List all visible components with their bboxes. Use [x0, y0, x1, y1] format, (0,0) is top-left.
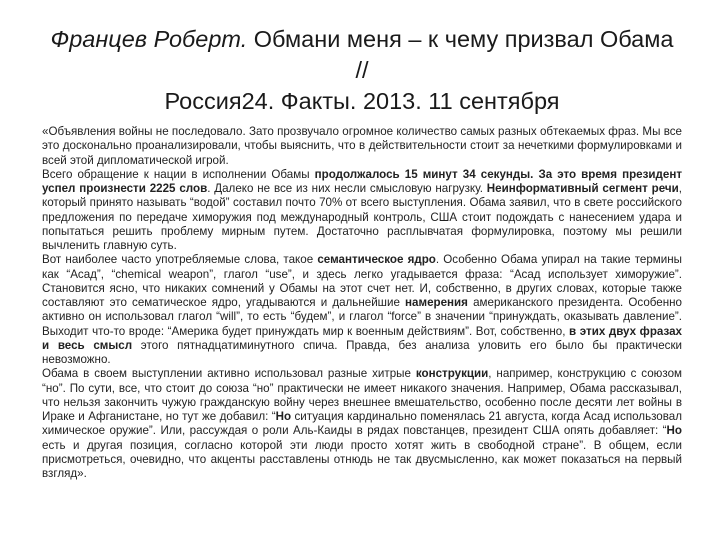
bold-text: семантическое ядро — [317, 253, 436, 267]
text-segment: Всего обращение к нации в исполнении Обамы — [42, 167, 315, 181]
text-segment: , например, конструкцию с союзом “но”. По сути, все, что стоит до союза “но” практически не имеет никакого значения. Например, Обама рассказывал, что нельзя закончить чужую гражданскую войну через внешнее вмешательство, особенно после десяти лет войны в Ираке и Афганистане, но тут же добавил: “ — [42, 367, 682, 423]
title-main: Обмани меня – к чему призвал Обама // — [247, 26, 674, 83]
paragraph — [42, 168, 682, 254]
bold-text: намерения — [405, 296, 468, 309]
paragraph — [42, 253, 682, 367]
slide-title — [42, 24, 682, 117]
text-segment: Обама в своем выступлении активно использовал разные хитрые — [42, 367, 416, 381]
text-segment: . Далеко не все из них несли смысловую нагрузку. — [207, 182, 487, 195]
text-segment: ситуация кардинально поменялась 21 августа, когда Асад использовал химическое оружие”. Или, рассуждая о роли Аль-Каиды в рядах повстанцев, президент США опять добавляет: “ — [42, 410, 682, 438]
title-source: Россия24. Факты. 2013. 11 сентября — [164, 88, 560, 114]
bold-text: Неинформативный сегмент речи — [486, 182, 679, 195]
bold-text: конструкции — [415, 367, 489, 381]
paragraph — [42, 125, 682, 168]
bold-text: Но — [275, 410, 292, 423]
title-author: Францев Роберт. — [50, 26, 248, 52]
quote-body — [42, 125, 682, 481]
bold-text: продолжалось 15 минут 34 секунды. За это время президент успел произнести 2225 слов — [42, 167, 682, 195]
text-segment: американского президента. Особенно активно он использовал глагол “will”, то есть “будем”, и глагол “force” в значении “принуждать, оказывать давление”. Выходит что-то вроде: “Америка будет принуждать мир к военным действиям”. Вот, собственно, — [42, 296, 682, 338]
text-segment: есть и другая позиция, согласно которой эти люди просто хотят жить в свободной стране”. В общем, если присмотреться, очевидно, что акценты расставлены отнюдь не так двусмысленно, как может показаться на первый взгляд». — [42, 438, 682, 480]
text-segment: , который принято называть “водой” составил почто 70% от всего выступления. Обама заявил, что в свете российского предложения по передаче химоружия под международный контроль, США стоит подождать с нанесением удара и попытаться решить проблему мирным путем. Достаточно расплывчатая формулировка, поэтому мы решили вычленить главную суть. — [42, 182, 682, 252]
text-segment: «Объявления войны не последовало. Зато прозвучало огромное количество самых разных обтекаемых фраз. Мы все это досконально проанализировали, чтобы выяснить, что в действительности стоит за нечеткими формулировками и всей этой дипломатической игрой. — [42, 125, 682, 167]
bold-text: Но — [666, 424, 682, 438]
paragraph — [42, 367, 682, 481]
text-segment: Вот наиболее часто употребляемые слова, такое — [42, 253, 318, 267]
bold-text: в этих двух фразах и весь смысл — [42, 324, 682, 352]
text-segment: . Особенно Обама упирал на такие термины как “Асад”, “chemical weapon”, глагол “use”, и здесь легко угадывается фраза: “Асад использует химоружие”. Становится ясно, что никаких сомнений у Обамы на этот счет нет. И, собственно, в других словах, которые также составляют это сематическое ядро, угадываются и дальнейшие — [42, 253, 682, 309]
text-segment: этого пятнадцатиминутного спича. Правда, без анализа уловить его было бы практически невозможно. — [42, 338, 682, 366]
